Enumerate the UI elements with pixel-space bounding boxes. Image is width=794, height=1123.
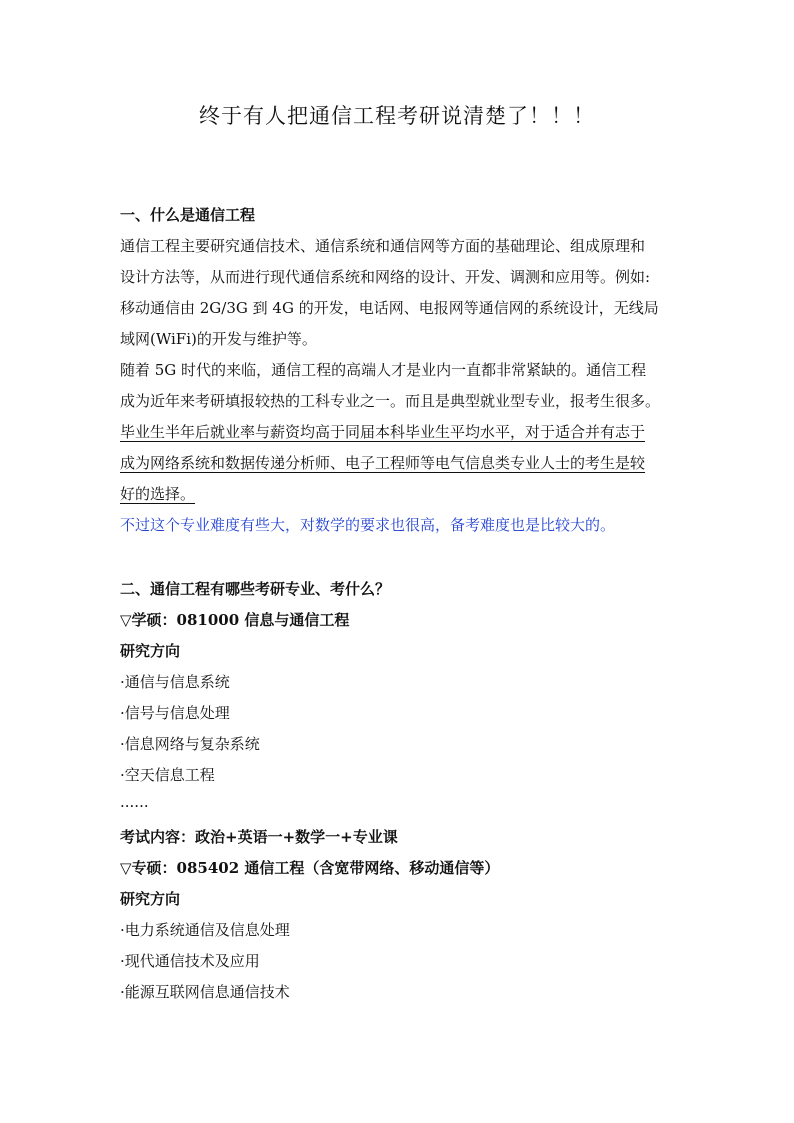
research-direction-label: 研究方向 bbox=[120, 642, 181, 660]
ellipsis: ······ bbox=[120, 797, 149, 815]
text-line: 成为近年来考研填报较热的工科专业之一。而且是典型就业型专业，报考生很多。 bbox=[120, 392, 661, 410]
highlight-note: 不过这个专业难度有些大，对数学的要求也很高，备考难度也是比较大的。 bbox=[120, 516, 616, 534]
list-item: ·信息网络与复杂系统 bbox=[120, 735, 260, 753]
list-item: ·能源互联网信息通信技术 bbox=[120, 983, 290, 1001]
paragraph-definition bbox=[120, 231, 680, 355]
paragraph-employment bbox=[120, 417, 680, 510]
list-item: ·电力系统通信及信息处理 bbox=[120, 921, 290, 939]
section-heading: 一、什么是通信工程 bbox=[120, 206, 256, 224]
text-line: 通信工程主要研究通信技术、通信系统和通信网等方面的基础理论、组成原理和 bbox=[120, 237, 646, 255]
list-item: ·现代通信技术及应用 bbox=[120, 952, 260, 970]
text-line: 移动通信由 2G/3G 到 4G 的开发，电话网、电报网等通信网的系统设计，无线局 bbox=[120, 299, 659, 317]
section-heading: 二、通信工程有哪些考研专业、考什么？ bbox=[120, 580, 391, 598]
underlined-text: 好的选择。 bbox=[120, 485, 196, 503]
underlined-text: 成为网络系统和数据传递分析师、电子工程师等电气信息类专业人士的考生是较 bbox=[120, 454, 646, 472]
document-body bbox=[120, 200, 680, 1008]
paragraph-demand bbox=[120, 355, 680, 417]
list-item: ·通信与信息系统 bbox=[120, 673, 230, 691]
underlined-text: 毕业生半年后就业率与薪资均高于同届本科毕业生平均水平，对于适合并有志于 bbox=[120, 423, 646, 441]
list-item: ·空天信息工程 bbox=[120, 766, 215, 784]
professional-degree-heading: ▽专硕：085402 通信工程（含宽带网络、移动通信等） bbox=[120, 859, 500, 877]
text-line: 随着 5G 时代的来临，通信工程的高端人才是业内一直都非常紧缺的。通信工程 bbox=[120, 361, 647, 379]
page-title: 终于有人把通信工程考研说清楚了！！！ bbox=[199, 104, 595, 128]
research-direction-label: 研究方向 bbox=[120, 890, 181, 908]
academic-degree-heading: ▽学硕：081000 信息与通信工程 bbox=[120, 611, 350, 629]
text-line: 域网(WiFi)的开发与维护等。 bbox=[120, 330, 317, 348]
list-item: ·信号与信息处理 bbox=[120, 704, 230, 722]
text-line: 设计方法等，从而进行现代通信系统和网络的设计、开发、调测和应用等。例如: bbox=[120, 268, 651, 286]
exam-content: 考试内容：政治+英语一+数学一+专业课 bbox=[120, 828, 398, 846]
